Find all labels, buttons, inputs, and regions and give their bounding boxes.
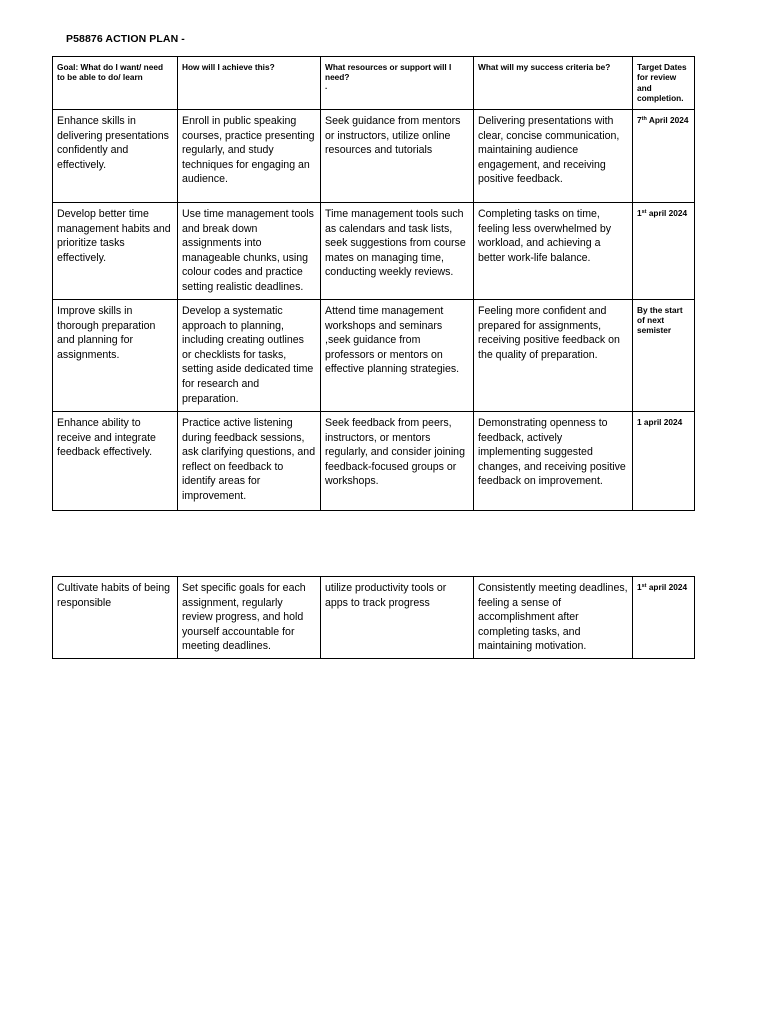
table-row	[53, 110, 695, 203]
goal-cell: Enhance skills in delivering presentations confidently and effectively.	[53, 110, 178, 203]
how-cell: Use time management tools and break down assignments into manageable chunks, using colour codes and practice setting realistic deadlines.	[178, 203, 321, 300]
how-cell: Set specific goals for each assignment, regularly review progress, and hold yourself accountable for meeting deadlines.	[178, 577, 321, 659]
goal-cell: Improve skills in thorough preparation and planning for assignments.	[53, 300, 178, 412]
date-day: 1 april 2024	[637, 417, 683, 427]
goal-cell: Enhance ability to receive and integrate feedback effectively.	[53, 412, 178, 511]
date-suffix: st	[641, 583, 647, 589]
target-date-cell	[633, 203, 695, 300]
date-day: By the start of next semister	[637, 305, 683, 335]
target-date-cell	[633, 300, 695, 412]
resources-cell: utilize productivity tools or apps to track progress	[321, 577, 474, 659]
how-cell: Practice active listening during feedback sessions, ask clarifying questions, and reflect on feedback to identify areas for improvement.	[178, 412, 321, 511]
header-resources-note: .	[325, 81, 328, 91]
resources-cell: Attend time management workshops and seminars ,seek guidance from professors or mentors on effective planning strategies.	[321, 300, 474, 412]
success-cell: Delivering presentations with clear, concise communication, maintaining audience engagement, and receiving positive feedback.	[474, 110, 633, 203]
resources-cell: Seek feedback from peers, instructors, or mentors regularly, and consider joining feedback-focused groups or workshops.	[321, 412, 474, 511]
resources-cell: Seek guidance from mentors or instructors, utilize online resources and tutorials	[321, 110, 474, 203]
date-rest: april 2024	[646, 582, 688, 592]
how-cell: Enroll in public speaking courses, practice presenting regularly, and study techniques for engaging an audience.	[178, 110, 321, 203]
table-header-row	[53, 57, 695, 110]
date-suffix: th	[641, 116, 647, 122]
date-day: 1	[637, 582, 642, 592]
date-suffix: st	[641, 209, 647, 215]
document-title: P58876 ACTION PLAN -	[66, 33, 185, 45]
action-plan-table	[52, 56, 695, 511]
target-date-cell	[633, 577, 695, 659]
target-date-cell	[633, 412, 695, 511]
goal-cell: Develop better time management habits and prioritize tasks effectively.	[53, 203, 178, 300]
header-how: How will I achieve this?	[178, 57, 321, 110]
header-resources	[321, 57, 474, 110]
date-day: 1	[637, 208, 642, 218]
table-row	[53, 577, 695, 659]
success-cell: Consistently meeting deadlines, feeling a sense of accomplishment after completing tasks, and maintaining motivation.	[474, 577, 633, 659]
table-row	[53, 300, 695, 412]
action-plan-table-continued	[52, 576, 695, 659]
target-date-cell	[633, 110, 695, 203]
date-rest: april 2024	[646, 208, 688, 218]
success-cell: Feeling more confident and prepared for assignments, receiving positive feedback on the quality of preparation.	[474, 300, 633, 412]
date-rest: April 2024	[646, 115, 689, 125]
resources-cell: Time management tools such as calendars and task lists, seek suggestions from course mates on managing time, conducting weekly reviews.	[321, 203, 474, 300]
header-resources-label: What resources or support will I need?	[325, 62, 452, 83]
date-day: 7	[637, 115, 642, 125]
header-target-dates: Target Dates for review and completion.	[633, 57, 695, 110]
table-row	[53, 203, 695, 300]
goal-cell: Cultivate habits of being responsible	[53, 577, 178, 659]
table-row	[53, 412, 695, 511]
how-cell: Develop a systematic approach to planning, including creating outlines or checklists for tasks, setting aside dedicated time for research and preparation.	[178, 300, 321, 412]
header-goal: Goal: What do I want/ need to be able to do/ learn	[53, 57, 178, 110]
success-cell: Completing tasks on time, feeling less overwhelmed by workload, and achieving a better work-life balance.	[474, 203, 633, 300]
header-success: What will my success criteria be?	[474, 57, 633, 110]
success-cell: Demonstrating openness to feedback, actively implementing suggested changes, and receiving positive feedback on improvement.	[474, 412, 633, 511]
